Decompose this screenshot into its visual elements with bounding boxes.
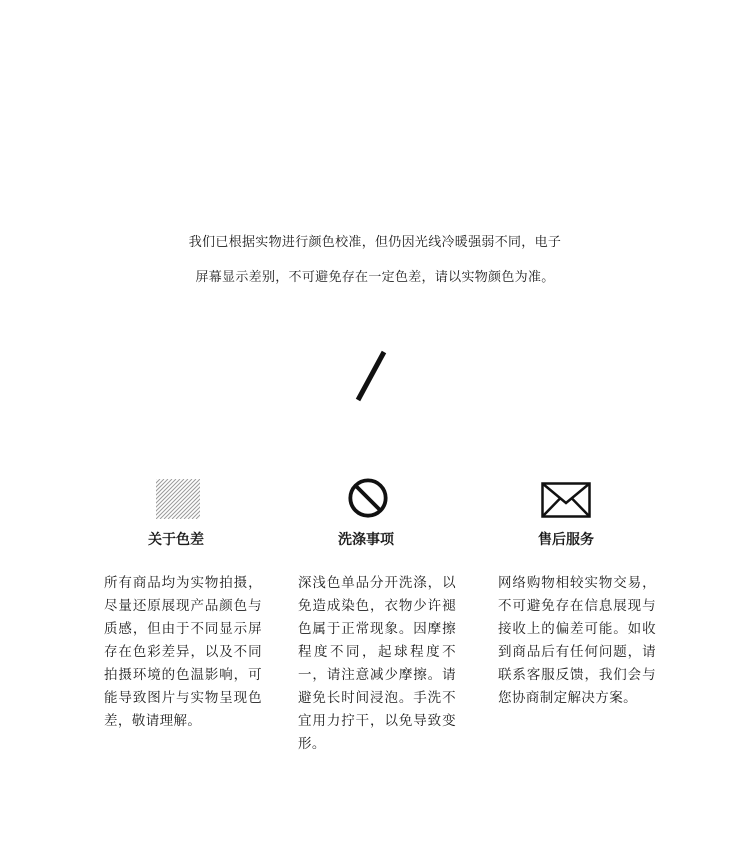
color-notice-line-1: 我们已根据实物进行颜色校准，但仍因光线冷暖强弱不同，电子 <box>188 235 562 250</box>
slash-divider-icon <box>352 350 392 404</box>
color-notice <box>0 233 750 288</box>
color-notice-line-2: 屏幕显示差别，不可避免存在一定色差，请以实物颜色为准。 <box>195 270 555 285</box>
section-body: 所有商品均为实物拍摄，尽量还原展现产品颜色与质感，但由于不同显示屏存在色彩差异，以及不同拍摄环境的色温影响，可能导致图片与实物呈现色差，敬请理解。 <box>104 575 262 729</box>
section-body: 深浅色单品分开洗涤，以免造成染色，衣物少许褪色属于正常现象。因摩擦程度不同，起球程度不一，请注意减少摩擦。请避免长时间浸泡。手洗不宜用力拧干，以免导致变形。 <box>298 575 456 752</box>
section-body: 网络购物相较实物交易，不可避免存在信息展现与接收上的偏差可能。如收到商品后有任何问题，请联系客服反馈，我们会与您协商制定解决方案。 <box>498 575 656 706</box>
hatched-square-icon <box>156 478 200 520</box>
prohibited-icon <box>346 478 390 520</box>
section-title: 售后服务 <box>538 532 594 548</box>
envelope-icon <box>541 478 591 520</box>
section-title: 关于色差 <box>148 532 204 548</box>
section-title: 洗涤事项 <box>338 532 394 548</box>
